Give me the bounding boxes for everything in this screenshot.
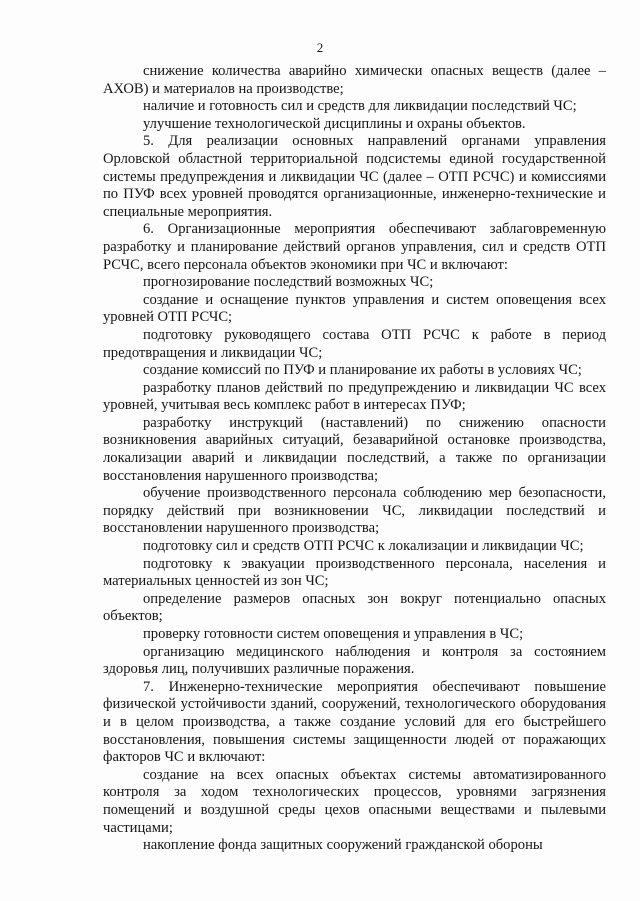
- document-body: [103, 63, 606, 855]
- paragraph: накопление фонда защитных сооружений гражданской обороны: [143, 837, 543, 854]
- paragraph: разработку планов действий по предупреждению и ликвидации ЧС всех уровней, учитывая весь комплекс работ в интересах ПУФ;: [103, 379, 606, 414]
- paragraph: подготовку к эвакуации производственного персонала, населения и материальных ценностей из зон ЧС;: [103, 555, 606, 590]
- paragraph: 5. Для реализации основных направлений органами управления Орловской областной территориальной подсистемы единой государственной системы предупреждения и ликвидации ЧС (далее – ОТП РСЧС) и комиссиями по ПУФ всех уровней проводятся организационные, инженерно-технические и специальные мероприятия.: [103, 133, 606, 220]
- paragraph: подготовку руководящего состава ОТП РСЧС к работе в период предотвращения и ликвидации ЧС;: [103, 326, 606, 361]
- paragraph: создание комиссий по ПУФ и планирование их работы в условиях ЧС;: [143, 362, 582, 379]
- paragraph: 7. Инженерно-технические мероприятия обеспечивают повышение физической устойчивости зданий, сооружений, технологического оборудования и в целом производства, а также создание условий для его быстрейшего восстановления, повышения системы защищенности людей от поражающих факторов ЧС и включают:: [103, 678, 606, 766]
- paragraph: наличие и готовность сил и средств для ликвидации последствий ЧС;: [143, 98, 577, 115]
- paragraph: проверку готовности систем оповещения и управления в ЧС;: [143, 626, 524, 642]
- paragraph: создание на всех опасных объектах системы автоматизированного контроля за ходом технологических процессов, уровнями загрязнения помещений и воздушной среды цехов опасными веществами и пылевыми частицами;: [103, 766, 606, 836]
- paragraph: разработку инструкций (наставлений) по снижению опасности возникновения аварийных ситуаций, безаварийной остановке производства, локализации аварий и ликвидации последствий, а также по организации восстановления нарушенного производства;: [103, 414, 606, 484]
- paragraph: создание и оснащение пунктов управления и систем оповещения всех уровней ОТП РСЧС;: [103, 291, 606, 326]
- paragraph: улучшение технологической дисциплины и охраны объектов.: [143, 115, 526, 132]
- paragraph: определение размеров опасных зон вокруг потенциально опасных объектов;: [103, 590, 606, 625]
- paragraph: обучение производственного персонала соблюдению мер безопасности, порядку действий при возникновении ЧС, ликвидации последствий и восстановлении нарушенного производства;: [103, 485, 606, 537]
- paragraph: прогнозирование последствий возможных ЧС;: [143, 274, 434, 291]
- paragraph: организацию медицинского наблюдения и контроля за состоянием здоровья лиц, получивших различные поражения.: [103, 643, 606, 678]
- paragraph: 6. Организационные мероприятия обеспечивают заблаговременную разработку и планирование действий органов управления, сил и средств ОТП РСЧС, всего персонала объектов экономики при ЧС и включают:: [103, 221, 606, 273]
- page-number: 2: [316, 40, 324, 55]
- paragraph: подготовку сил и средств ОТП РСЧС к локализации и ликвидации ЧС;: [143, 538, 584, 555]
- paragraph: снижение количества аварийно химически опасных веществ (далее – АХОВ) и материалов на производстве;: [103, 63, 606, 97]
